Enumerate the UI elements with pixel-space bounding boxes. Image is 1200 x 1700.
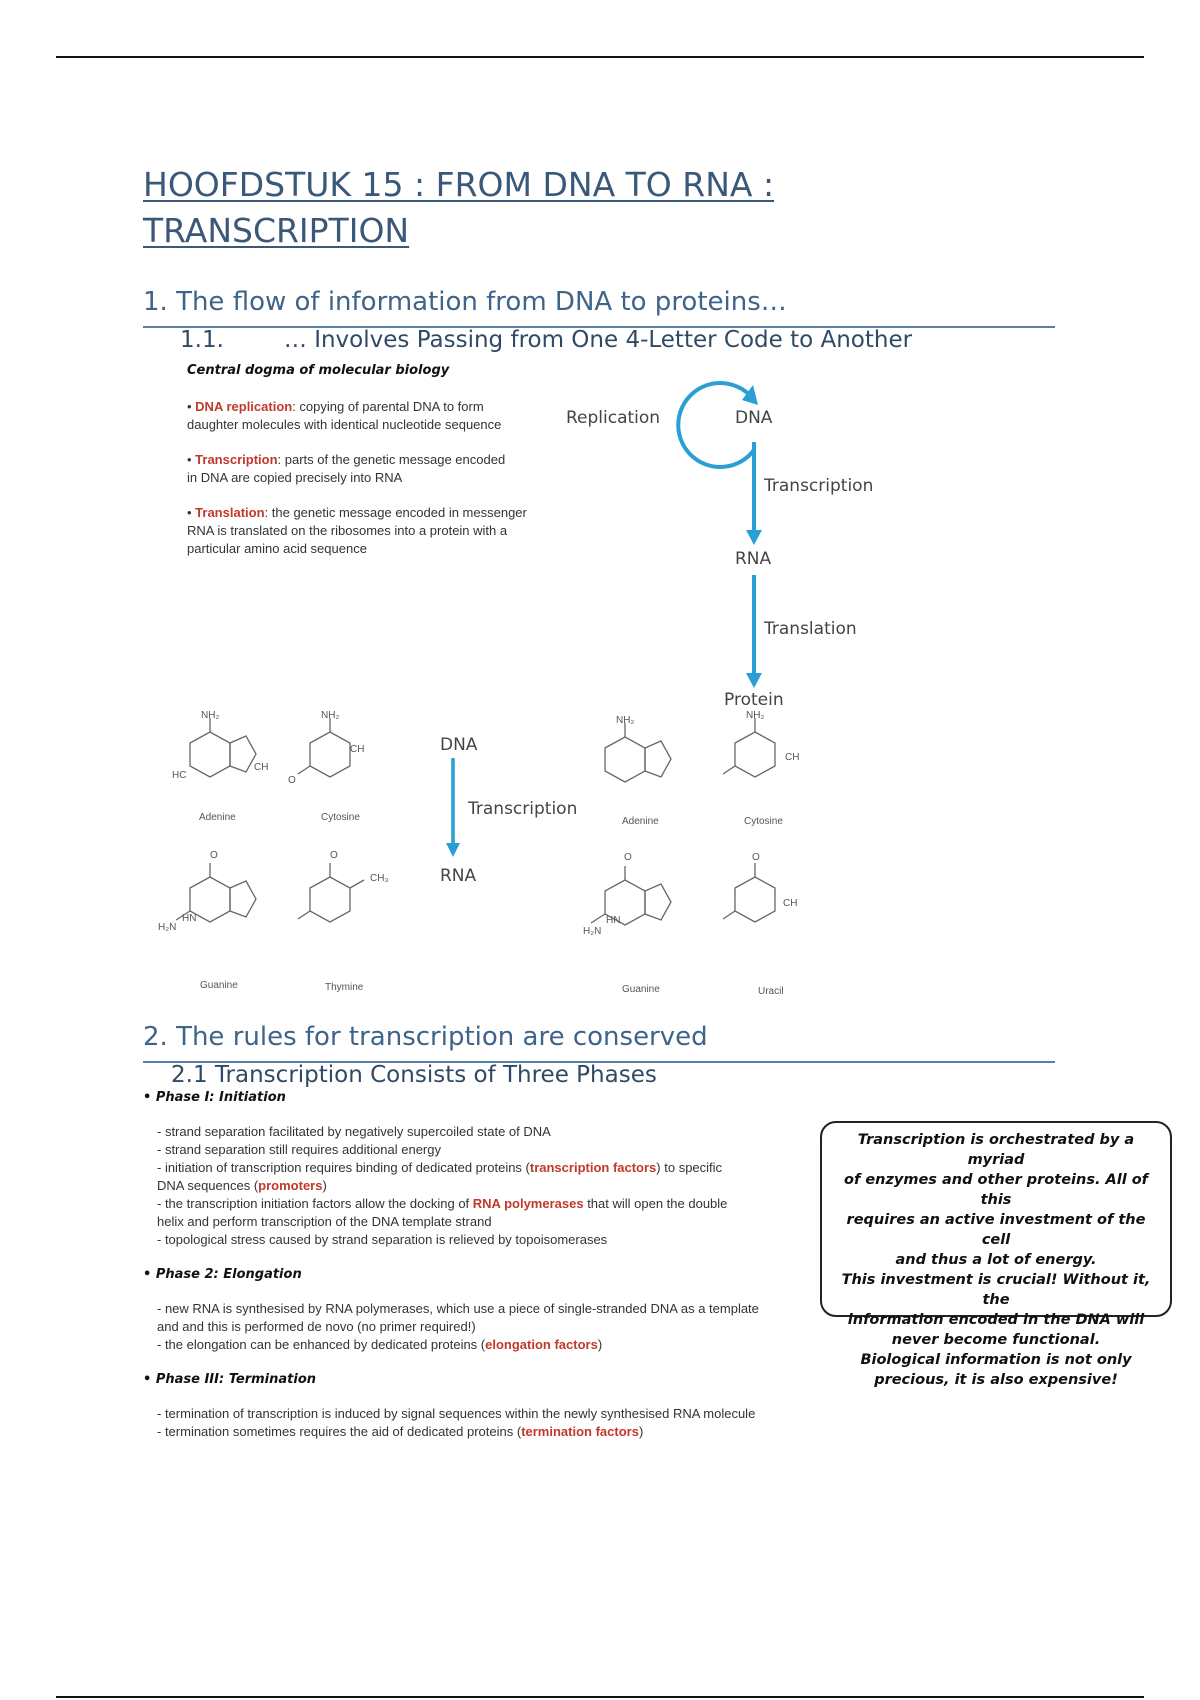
adenine-left-structure [190, 718, 256, 777]
bases-figure [160, 708, 840, 1008]
phase2-title: • Phase 2: Elongation [143, 1267, 302, 1282]
bottom-rule [56, 1696, 1144, 1698]
phases-text [143, 1090, 813, 1441]
bullet-translation: • Translation: the genetic message encoded in messenger RNA is translated on the ribosomes into a protein with a particular amino acid sequence [187, 505, 527, 556]
label-protein: Protein [724, 690, 784, 710]
base-name: Thymine [325, 982, 364, 993]
section2-subheading: 2.1 Transcription Consists of Three Phases [171, 1062, 657, 1088]
guanine-right-structure [591, 866, 671, 925]
cytosine-right-structure [723, 718, 775, 777]
section1-heading: 1. The flow of information from DNA to proteins… [143, 287, 787, 317]
top-rule [56, 56, 1144, 58]
base-name: Cytosine [744, 816, 783, 827]
bases-label-dna: DNA [440, 735, 478, 755]
bullet-replication: • DNA replication: copying of parental DNA to form daughter molecules with identical nucleotide sequence [187, 399, 502, 432]
base-name: Guanine [200, 980, 238, 991]
bases-label-transcription: Transcription [468, 799, 578, 819]
base-name: Uracil [758, 986, 784, 997]
phase3-lines: - termination of transcription is induced by signal sequences within the newly synthesised RNA molecule - termination sometimes requires the aid of dedicated proteins (termination factors) [157, 1406, 756, 1439]
callout-box: Transcription is orchestrated by a myriad of enzymes and other proteins. All of this requires an active investment of the cell and thus a lot of energy. This investment is crucial! Without it, the information encoded in the DNA will never become functional. Biological information is not only precious, it is also expensive! [820, 1121, 1172, 1317]
uracil-right-structure [723, 863, 775, 922]
dogma-title: Central dogma of molecular biology [187, 363, 450, 378]
label-translation: Translation [764, 619, 857, 639]
label-dna: DNA [735, 408, 773, 428]
base-name: Cytosine [321, 812, 360, 823]
base-name: Adenine [622, 816, 659, 827]
phase2-lines: - new RNA is synthesised by RNA polymerases, which use a piece of single-stranded DNA as a template and and this is performed de novo (no primer required!) - the elongation can be enhanced by dedicated proteins (elongation factors) [157, 1301, 759, 1352]
page-title: HOOFDSTUK 15 : FROM DNA TO RNA : TRANSCRIPTION [143, 165, 775, 250]
label-transcription: Transcription [764, 476, 874, 496]
phase3-title: • Phase III: Termination [143, 1372, 317, 1387]
thymine-left-structure [298, 863, 364, 922]
base-name: Adenine [199, 812, 236, 823]
dogma-bullets [187, 398, 567, 558]
adenine-right-structure [605, 723, 671, 782]
label-replication: Replication [566, 408, 661, 428]
phase1-lines: - strand separation facilitated by negatively supercoiled state of DNA - strand separation still requires additional energy - initiation of transcription requires binding of dedicated proteins (transcription factors) to specific DNA sequences (promoters) - the transcription initiation factors allow the docking of RNA polymerases that will open the double helix and perform transcription of the DNA template strand - topological stress caused by strand separation is relieved by topoisomerases [157, 1124, 728, 1247]
cytosine-left-structure [298, 718, 350, 777]
phase1-title: • Phase I: Initiation [143, 1090, 286, 1105]
bases-label-rna: RNA [440, 866, 477, 886]
label-rna: RNA [735, 549, 772, 569]
replication-arrowhead [742, 385, 758, 405]
section1-subheading: 1.1. … Involves Passing from One 4-Letter Code to Another [180, 327, 913, 353]
section2-heading: 2. The rules for transcription are conserved [143, 1022, 708, 1052]
base-name: Guanine [622, 984, 660, 995]
bullet-transcription: • Transcription: parts of the genetic message encoded in DNA are copied precisely into RNA [187, 452, 506, 485]
